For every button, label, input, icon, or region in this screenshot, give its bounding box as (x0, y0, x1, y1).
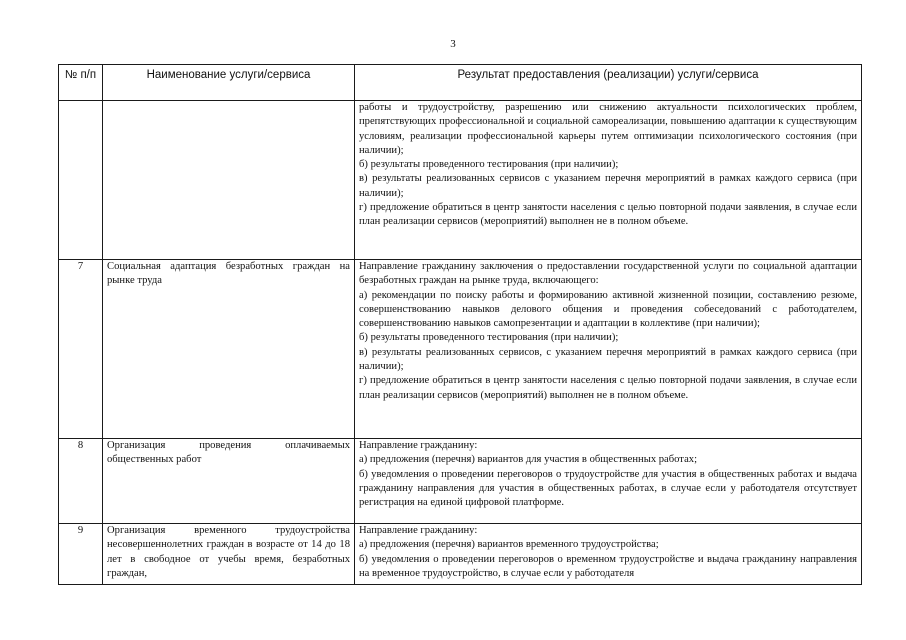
row-num: 9 (59, 524, 103, 585)
result-line: а) предложения (перечня) вариантов временного трудоустройства; (359, 539, 659, 551)
service-name: Организация проведения оплачиваемых общественных работ (103, 439, 355, 524)
service-name (103, 101, 355, 260)
table-header-row (59, 65, 862, 101)
header-name: Наименование услуги/сервиса (103, 65, 355, 101)
service-result (355, 524, 862, 585)
service-result (355, 260, 862, 439)
result-line: в) результаты реализованных сервисов с указанием перечня мероприятий в рамках каждого сервиса (при наличии); (359, 173, 857, 199)
result-line: б) уведомления о проведении переговоров о временном трудоустройстве и выдача гражданину направления на временное трудоустройство, в случае если у работодателя (359, 553, 857, 579)
service-result (355, 439, 862, 524)
header-result: Результат предоставления (реализации) услуги/сервиса (355, 65, 862, 101)
result-line: а) рекомендации по поиску работы и формированию активной жизненной позиции, составлению резюме, совершенствованию навыков делового общения и проведения собеседований с работодателем, совершенствованию навыков самопрезентации и адаптации в коллективе (при наличии); (359, 289, 857, 330)
result-line: а) предложения (перечня) вариантов для участия в общественных работах; (359, 454, 698, 466)
result-line: г) предложение обратиться в центр занятости населения с целью повторной подачи заявления, в случае если план реализации сервисов (мероприятий) выполнен не в полном объеме. (359, 375, 857, 401)
table-row-continuation (59, 101, 862, 260)
result-line: б) уведомления о проведении переговоров о трудоустройстве для участия в общественных работах и выдача гражданину направления для участия в общественных работах, в случае если у работодателя отсутствует регистрация на единой цифровой платформе. (359, 468, 857, 509)
row-num: 7 (59, 260, 103, 439)
result-line: работы и трудоустройству, разрешению или снижению актуальности психологических проблем, препятствующих профессиональной и социальной самореализации, повышению адаптации к существующим условиям, реализации профессиональной карьеры путем оптимизации психологического состояния (при наличии); (359, 102, 857, 156)
service-result (355, 101, 862, 260)
header-num: № п/п (59, 65, 103, 101)
service-name: Социальная адаптация безработных граждан на рынке труда (103, 260, 355, 439)
result-line: в) результаты реализованных сервисов, с указанием перечня мероприятий в рамках каждого сервиса (при наличии); (359, 346, 857, 373)
table-row (59, 260, 862, 439)
row-num: 8 (59, 439, 103, 524)
result-line: Направление гражданину: (359, 525, 478, 536)
result-line: б) результаты проведенного тестирования (при наличии); (359, 159, 619, 171)
table-row (59, 439, 862, 524)
service-name: Организация временного трудоустройства несовершеннолетних граждан в возрасте от 14 до 18 лет в свободное от учебы время, безработных граждан, (103, 524, 355, 585)
services-table (58, 64, 862, 585)
result-line: г) предложение обратиться в центр занятости населения с целью повторной подачи заявления, в случае если план реализации сервисов (мероприятий) выполнен не в полном объеме. (359, 202, 857, 228)
row-num (59, 101, 103, 260)
result-line: Направление гражданину: (359, 440, 478, 451)
result-line: б) результаты проведенного тестирования (при наличии); (359, 332, 619, 344)
table-row (59, 524, 862, 585)
result-line: Направление гражданину заключения о предоставлении государственной услуги по социальной адаптации безработных граждан на рынке труда, включающего: (359, 261, 857, 287)
page-number: 3 (450, 38, 456, 50)
